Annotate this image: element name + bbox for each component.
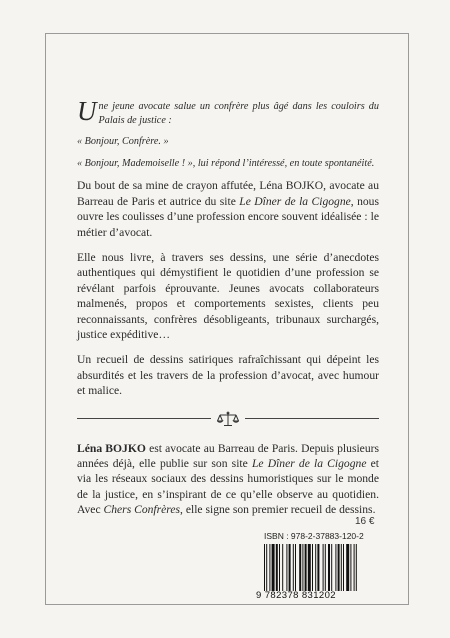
bio-site-title: Le Dîner de la Cigogne [251, 457, 367, 471]
site-title: Le Dîner de la Cigogne [239, 194, 351, 208]
paragraph-2: Elle nous livre, à travers ses dessins, une série d’anecdotes authentiques qui démystifient le quotidien d’une profession se révélant parfois éprouvante. Jeunes avocats collaborateurs malmenés, propos et comportements sexistes, clients peu reconnaissants, confrères désobligeants, tribunaux surchargés, justice expéditive… [77, 251, 379, 342]
paragraph-3: Un recueil de dessins satiriques rafraîchissant qui dépeint les absurdités et les travers de la profession d’avocat, avec humour et malice. [77, 353, 379, 398]
scales-of-justice-icon [217, 411, 239, 427]
author-name: Léna BOJKO [77, 441, 146, 455]
book-title: Chers Confrères [103, 503, 181, 517]
drop-cap: U [77, 96, 97, 126]
back-cover-text [77, 96, 380, 518]
divider-line-left [77, 418, 211, 419]
barcode [264, 544, 382, 591]
author-bio: Léna BOJKO est avocate au Barreau de Paris. Depuis plusieurs années déjà, elle publie sur son site Le Dîner de la Cigogne et via les réseaux sociaux des dessins humoristiques sur le monde de la justice, en s’inspirant de ce qu’elle observe au quotidien. Avec Chers Confrères, elle signe son premier recueil de dessins. [77, 441, 380, 517]
paragraph-1: Du bout de sa mine de crayon affutée, Léna BOJKO, avocate au Barreau de Paris et autrice du site Le Dîner de la Cigogne, nous ouvre les coulisses d’une profession encore souvent idéalisée : le métier d’avocat. [77, 179, 379, 239]
divider-line-right [245, 418, 379, 419]
intro-quote-1: « Bonjour, Confrère. » [77, 136, 169, 148]
intro-quote-2: « Bonjour, Mademoiselle ! », lui répond l’intéressé, en toute spontanéité. [77, 157, 375, 169]
section-divider [77, 411, 379, 427]
isbn: ISBN : 978-2-37883-120-2 [264, 531, 364, 541]
barcode-digits: 9 782378 831202 [256, 590, 336, 601]
intro-anecdote: Une jeune avocate salue un confrère plus âgé dans les couloirs du Palais de justice : [77, 96, 379, 126]
price: 16 € [355, 516, 375, 527]
